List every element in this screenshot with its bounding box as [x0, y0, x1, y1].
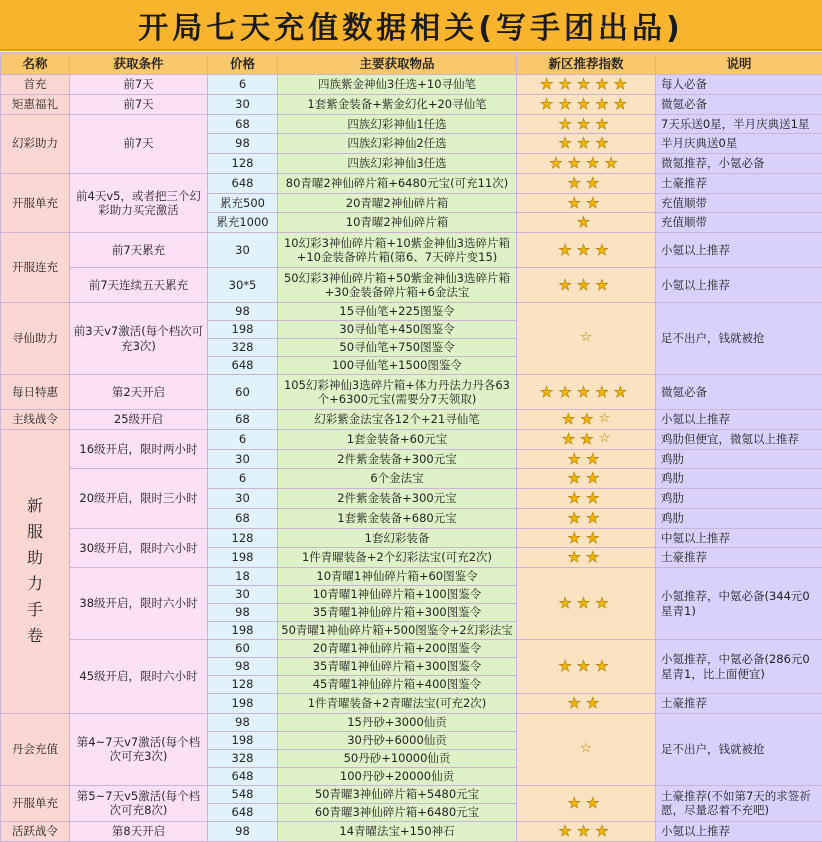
star-rating: [520, 410, 652, 429]
vertical-name-char: 新: [4, 493, 66, 519]
header-row: [1, 53, 822, 75]
row-rating: [517, 429, 656, 449]
row-price: 68: [208, 508, 278, 528]
row-items: 35青曜1神仙碎片箱+300图鉴令: [278, 658, 517, 676]
col-header-rating: 新区推荐指数: [517, 53, 656, 75]
row-items: 1件青曜装备+2青曜法宝(可充2次): [278, 694, 517, 714]
row-price: 30: [208, 586, 278, 604]
row-name: [1, 429, 70, 713]
row-rating: [517, 268, 656, 303]
star-icon: ★: [577, 594, 595, 613]
star-rating: [520, 154, 652, 173]
row-items: 1套金装备+60元宝: [278, 429, 517, 449]
row-items: 30丹砂+6000仙贡: [278, 731, 517, 749]
star-icon: ★: [586, 174, 604, 193]
row-rating: [517, 303, 656, 375]
row-note: 微氪推荐，小氪必备: [656, 154, 822, 174]
star-icon: ★: [586, 529, 604, 548]
row-name: 矩惠福礼: [1, 94, 70, 114]
row-name: 主线战令: [1, 410, 70, 430]
star-icon: ★: [577, 241, 595, 260]
row-price: 30: [208, 449, 278, 469]
table-row: [1, 114, 822, 134]
star-icon: ★: [577, 276, 595, 295]
star-rating: [520, 115, 652, 134]
row-price: 198: [208, 548, 278, 568]
row-note: 土豪推荐: [656, 694, 822, 714]
row-rating: [517, 134, 656, 154]
star-outline-icon: ☆: [599, 411, 611, 427]
row-price: 98: [208, 134, 278, 154]
star-icon: ★: [558, 115, 576, 134]
row-price: 648: [208, 173, 278, 193]
star-icon: ★: [558, 383, 576, 402]
row-note: 足不出户，钱就被抢: [656, 713, 822, 785]
row-note: 土豪推荐: [656, 548, 822, 568]
row-price: 30: [208, 94, 278, 114]
star-icon: ★: [577, 134, 595, 153]
star-icon: ★: [586, 469, 604, 488]
star-icon: ★: [568, 154, 586, 173]
row-note: 鸡肋但便宜，微氪以上推荐: [656, 429, 822, 449]
row-condition: 前7天: [70, 75, 208, 95]
row-condition: 第4~7天v7激活(每个档次可充3次): [70, 713, 208, 785]
row-price: 6: [208, 429, 278, 449]
table-row: [1, 429, 822, 449]
star-icon: ★: [586, 450, 604, 469]
row-price: 198: [208, 321, 278, 339]
row-name: 丹会充值: [1, 713, 70, 785]
star-icon: ★: [595, 594, 613, 613]
row-price: 328: [208, 749, 278, 767]
star-icon: ★: [595, 95, 613, 114]
star-icon: ★: [558, 134, 576, 153]
row-note: 小氪推荐，中氪必备(286元0星青1，比上面便宜): [656, 640, 822, 694]
table-row: [1, 75, 822, 95]
star-rating: [520, 75, 652, 94]
row-items: 20青曜1神仙碎片箱+200图鉴令: [278, 640, 517, 658]
star-rating: [520, 241, 652, 260]
row-rating: [517, 694, 656, 714]
col-header-price: 价格: [208, 53, 278, 75]
row-condition: 前7天连续五天累充: [70, 268, 208, 303]
row-rating: [517, 233, 656, 268]
row-items: 20青曜2神仙碎片箱: [278, 193, 517, 213]
row-items: 50青曜1神仙碎片箱+500图鉴令+2幻彩法宝: [278, 622, 517, 640]
row-items: 80青曜2神仙碎片箱+6480元宝(可充11次): [278, 173, 517, 193]
row-note: 土豪推荐: [656, 173, 822, 193]
star-icon: ★: [540, 383, 558, 402]
row-price: 98: [208, 303, 278, 321]
row-price: 98: [208, 713, 278, 731]
row-note: 微氪必备: [656, 375, 822, 410]
star-icon: ★: [568, 469, 586, 488]
row-note: 鸡肋: [656, 508, 822, 528]
star-icon: ★: [568, 194, 586, 213]
row-items: 50幻彩3神仙碎片箱+50紫金神仙3选碎片箱+30金装备碎片箱+6金法宝: [278, 268, 517, 303]
row-rating: [517, 154, 656, 174]
star-icon: ★: [558, 657, 576, 676]
star-icon: ★: [586, 548, 604, 567]
row-price: 328: [208, 339, 278, 357]
row-rating: [517, 94, 656, 114]
row-rating: [517, 548, 656, 568]
row-condition: 16级开启，限时两小时: [70, 429, 208, 469]
row-note: 小氪推荐，中氪必备(344元0星青1): [656, 568, 822, 640]
row-items: 1套幻彩装备: [278, 528, 517, 548]
row-condition: 前7天: [70, 114, 208, 173]
row-price: 128: [208, 528, 278, 548]
row-note: 鸡肋: [656, 469, 822, 489]
star-rating: [520, 450, 652, 469]
row-note: 充值顺带: [656, 213, 822, 233]
table-row: [1, 640, 822, 658]
row-items: 2件紫金装备+300元宝: [278, 489, 517, 509]
star-icon: ★: [595, 241, 613, 260]
row-name: 每日特惠: [1, 375, 70, 410]
star-icon: ★: [577, 75, 595, 94]
table-row: [1, 268, 822, 303]
row-price: 198: [208, 622, 278, 640]
star-icon: ★: [614, 95, 632, 114]
star-rating: [520, 548, 652, 567]
row-rating: [517, 449, 656, 469]
table-row: [1, 713, 822, 731]
star-icon: ★: [540, 95, 558, 114]
row-items: 10青曜2神仙碎片箱: [278, 213, 517, 233]
row-rating: [517, 785, 656, 821]
row-condition: 45级开启，限时六小时: [70, 640, 208, 714]
star-rating: [520, 134, 652, 153]
row-items: 35青曜1神仙碎片箱+300图鉴令: [278, 604, 517, 622]
star-icon: ★: [614, 383, 632, 402]
table-row: [1, 410, 822, 430]
star-rating: [520, 694, 652, 713]
row-note: 小氪以上推荐: [656, 821, 822, 841]
col-header-name: 名称: [1, 53, 70, 75]
table-row: [1, 469, 822, 489]
star-icon: ★: [577, 383, 595, 402]
star-rating: [520, 330, 652, 346]
row-price: 98: [208, 821, 278, 841]
star-icon: ★: [577, 95, 595, 114]
row-condition: 第5~7天v5激活(每个档次可充8次): [70, 785, 208, 821]
row-price: 60: [208, 640, 278, 658]
row-items: 1套紫金装备+680元宝: [278, 508, 517, 528]
row-items: 14青曜法宝+150神石: [278, 821, 517, 841]
row-condition: 38级开启，限时六小时: [70, 568, 208, 640]
star-rating: [520, 213, 652, 232]
star-icon: ★: [577, 657, 595, 676]
star-rating: [520, 657, 652, 676]
star-icon: ★: [595, 115, 613, 134]
row-price: 30: [208, 233, 278, 268]
star-icon: ★: [568, 174, 586, 193]
table-row: [1, 528, 822, 548]
star-icon: ★: [558, 95, 576, 114]
row-rating: [517, 375, 656, 410]
star-icon: ★: [614, 75, 632, 94]
star-icon: ★: [558, 75, 576, 94]
row-items: 30寻仙笔+450图鉴令: [278, 321, 517, 339]
table-row: [1, 233, 822, 268]
row-items: 50青曜3神仙碎片箱+5480元宝: [278, 785, 517, 803]
star-icon: ★: [586, 794, 604, 813]
star-outline-icon: ☆: [580, 741, 592, 757]
row-note: 半月庆典送0星: [656, 134, 822, 154]
star-icon: ★: [568, 548, 586, 567]
row-items: 15丹砂+3000仙贡: [278, 713, 517, 731]
vertical-name-char: 力: [4, 571, 66, 597]
star-icon: ★: [586, 489, 604, 508]
row-condition: 前4天v5，或者把三个幻彩助力买完激活: [70, 173, 208, 232]
row-note: 微氪必备: [656, 94, 822, 114]
row-price: 68: [208, 114, 278, 134]
vertical-name-char: 卷: [4, 623, 66, 649]
star-icon: ★: [577, 213, 595, 232]
table-row: [1, 94, 822, 114]
star-icon: ★: [568, 509, 586, 528]
row-note: 足不出户，钱就被抢: [656, 303, 822, 375]
row-price: 6: [208, 75, 278, 95]
row-price: 30: [208, 489, 278, 509]
row-price: 198: [208, 694, 278, 714]
row-items: 10幻彩3神仙碎片箱+10紫金神仙3选碎片箱+10金装备碎片箱(第6、7天碎片变15): [278, 233, 517, 268]
star-rating: [520, 594, 652, 613]
row-note: 充值顺带: [656, 193, 822, 213]
row-note: 每人必备: [656, 75, 822, 95]
star-icon: ★: [595, 657, 613, 676]
row-rating: [517, 114, 656, 134]
row-items: 2件紫金装备+300元宝: [278, 449, 517, 469]
star-icon: ★: [577, 822, 595, 841]
star-rating: [520, 509, 652, 528]
row-name: 开服单充: [1, 785, 70, 821]
star-rating: [520, 276, 652, 295]
vertical-name: [4, 493, 66, 649]
table-row: [1, 173, 822, 193]
row-items: 1套紫金装备+紫金幻化+20寻仙笔: [278, 94, 517, 114]
col-header-items: 主要获取物品: [278, 53, 517, 75]
star-outline-icon: ☆: [580, 330, 592, 346]
row-items: 四族紫金神仙3任选+10寻仙笔: [278, 75, 517, 95]
table-row: [1, 568, 822, 586]
star-icon: ★: [604, 154, 622, 173]
row-price: 548: [208, 785, 278, 803]
star-icon: ★: [586, 694, 604, 713]
star-rating: [520, 194, 652, 213]
row-items: 四族幻彩神仙2任选: [278, 134, 517, 154]
star-rating: [520, 741, 652, 757]
row-name: 首充: [1, 75, 70, 95]
row-items: 1件青曜装备+2个幻彩法宝(可充2次): [278, 548, 517, 568]
star-rating: [520, 95, 652, 114]
table-row: [1, 785, 822, 803]
row-price: 648: [208, 803, 278, 821]
star-icon: ★: [595, 75, 613, 94]
row-price: 68: [208, 410, 278, 430]
row-rating: [517, 568, 656, 640]
row-condition: 第8天开启: [70, 821, 208, 841]
row-items: 10青曜1神仙碎片箱+60图鉴令: [278, 568, 517, 586]
row-condition: 前7天累充: [70, 233, 208, 268]
vertical-name-char: 助: [4, 545, 66, 571]
row-items: 100丹砂+20000仙贡: [278, 767, 517, 785]
row-items: 50寻仙笔+750图鉴令: [278, 339, 517, 357]
star-rating: [520, 174, 652, 193]
row-price: 198: [208, 731, 278, 749]
star-icon: ★: [595, 822, 613, 841]
star-icon: ★: [568, 450, 586, 469]
star-icon: ★: [558, 241, 576, 260]
row-note: 中氪以上推荐: [656, 528, 822, 548]
star-icon: ★: [558, 594, 576, 613]
row-price: 128: [208, 154, 278, 174]
page-title: 开局七天充值数据相关(写手团出品): [0, 0, 822, 51]
table-row: [1, 821, 822, 841]
star-rating: [520, 383, 652, 402]
row-note: 7天乐送0星，半月庆典送1星: [656, 114, 822, 134]
row-name: 寻仙助力: [1, 303, 70, 375]
star-rating: [520, 794, 652, 813]
row-price: 648: [208, 767, 278, 785]
row-note: 土豪推荐(不如第7天的求签祈愿，尽量忍着不充吧): [656, 785, 822, 821]
col-header-note: 说明: [656, 53, 822, 75]
row-name: 活跃战令: [1, 821, 70, 841]
recharge-table: [0, 52, 822, 842]
row-rating: [517, 489, 656, 509]
row-price: 98: [208, 658, 278, 676]
row-items: 四族幻彩神仙1任选: [278, 114, 517, 134]
row-price: 648: [208, 357, 278, 375]
star-icon: ★: [540, 75, 558, 94]
star-icon: ★: [562, 410, 580, 429]
row-price: 累充1000: [208, 213, 278, 233]
row-rating: [517, 193, 656, 213]
row-name: 幻彩助力: [1, 114, 70, 173]
star-icon: ★: [580, 430, 598, 449]
row-price: 128: [208, 676, 278, 694]
star-icon: ★: [595, 134, 613, 153]
row-price: 6: [208, 469, 278, 489]
star-icon: ★: [568, 794, 586, 813]
row-price: 18: [208, 568, 278, 586]
row-price: 98: [208, 604, 278, 622]
row-note: 小氪以上推荐: [656, 233, 822, 268]
row-items: 四族幻彩神仙3任选: [278, 154, 517, 174]
row-price: 60: [208, 375, 278, 410]
row-items: 60青曜3神仙碎片箱+6480元宝: [278, 803, 517, 821]
row-rating: [517, 469, 656, 489]
row-condition: 前7天: [70, 94, 208, 114]
star-icon: ★: [558, 276, 576, 295]
star-icon: ★: [595, 383, 613, 402]
row-condition: 30级开启，限时六小时: [70, 528, 208, 568]
star-outline-icon: ☆: [599, 431, 611, 447]
row-rating: [517, 508, 656, 528]
star-rating: [520, 469, 652, 488]
star-icon: ★: [568, 529, 586, 548]
star-icon: ★: [562, 430, 580, 449]
star-icon: ★: [568, 694, 586, 713]
star-rating: [520, 489, 652, 508]
vertical-name-char: 手: [4, 597, 66, 623]
row-note: 小氪以上推荐: [656, 268, 822, 303]
row-price: 30*5: [208, 268, 278, 303]
star-icon: ★: [595, 276, 613, 295]
row-rating: [517, 173, 656, 193]
row-rating: [517, 75, 656, 95]
row-items: 50丹砂+10000仙贡: [278, 749, 517, 767]
row-condition: 前3天v7激活(每个档次可充3次): [70, 303, 208, 375]
star-icon: ★: [558, 822, 576, 841]
star-icon: ★: [586, 509, 604, 528]
star-rating: [520, 430, 652, 449]
table-row: [1, 375, 822, 410]
row-note: 鸡肋: [656, 449, 822, 469]
row-items: 6个金法宝: [278, 469, 517, 489]
row-rating: [517, 821, 656, 841]
row-note: 小氪以上推荐: [656, 410, 822, 430]
star-icon: ★: [568, 489, 586, 508]
row-rating: [517, 213, 656, 233]
row-items: 45青曜1神仙碎片箱+400图鉴令: [278, 676, 517, 694]
vertical-name-char: 服: [4, 519, 66, 545]
row-items: 105幻彩神仙3选碎片箱+体力丹法力丹各63个+6300元宝(需要分7天领取): [278, 375, 517, 410]
row-items: 15寻仙笔+225图鉴令: [278, 303, 517, 321]
row-rating: [517, 713, 656, 785]
row-items: 10青曜1神仙碎片箱+100图鉴令: [278, 586, 517, 604]
col-header-condition: 获取条件: [70, 53, 208, 75]
row-rating: [517, 528, 656, 548]
row-price: 累充500: [208, 193, 278, 213]
star-rating: [520, 529, 652, 548]
row-condition: 第2天开启: [70, 375, 208, 410]
star-icon: ★: [580, 410, 598, 429]
table-row: [1, 303, 822, 321]
star-icon: ★: [549, 154, 567, 173]
star-icon: ★: [577, 115, 595, 134]
row-items: 100寻仙笔+1500图鉴令: [278, 357, 517, 375]
row-condition: 20级开启，限时三小时: [70, 469, 208, 528]
star-icon: ★: [586, 154, 604, 173]
row-name: 开服单充: [1, 173, 70, 232]
row-items: 幻彩紫金法宝各12个+21寻仙笔: [278, 410, 517, 430]
row-rating: [517, 640, 656, 694]
star-rating: [520, 822, 652, 841]
row-rating: [517, 410, 656, 430]
row-condition: 25级开启: [70, 410, 208, 430]
star-icon: ★: [586, 194, 604, 213]
row-name: 开服连充: [1, 233, 70, 303]
row-note: 鸡肋: [656, 489, 822, 509]
